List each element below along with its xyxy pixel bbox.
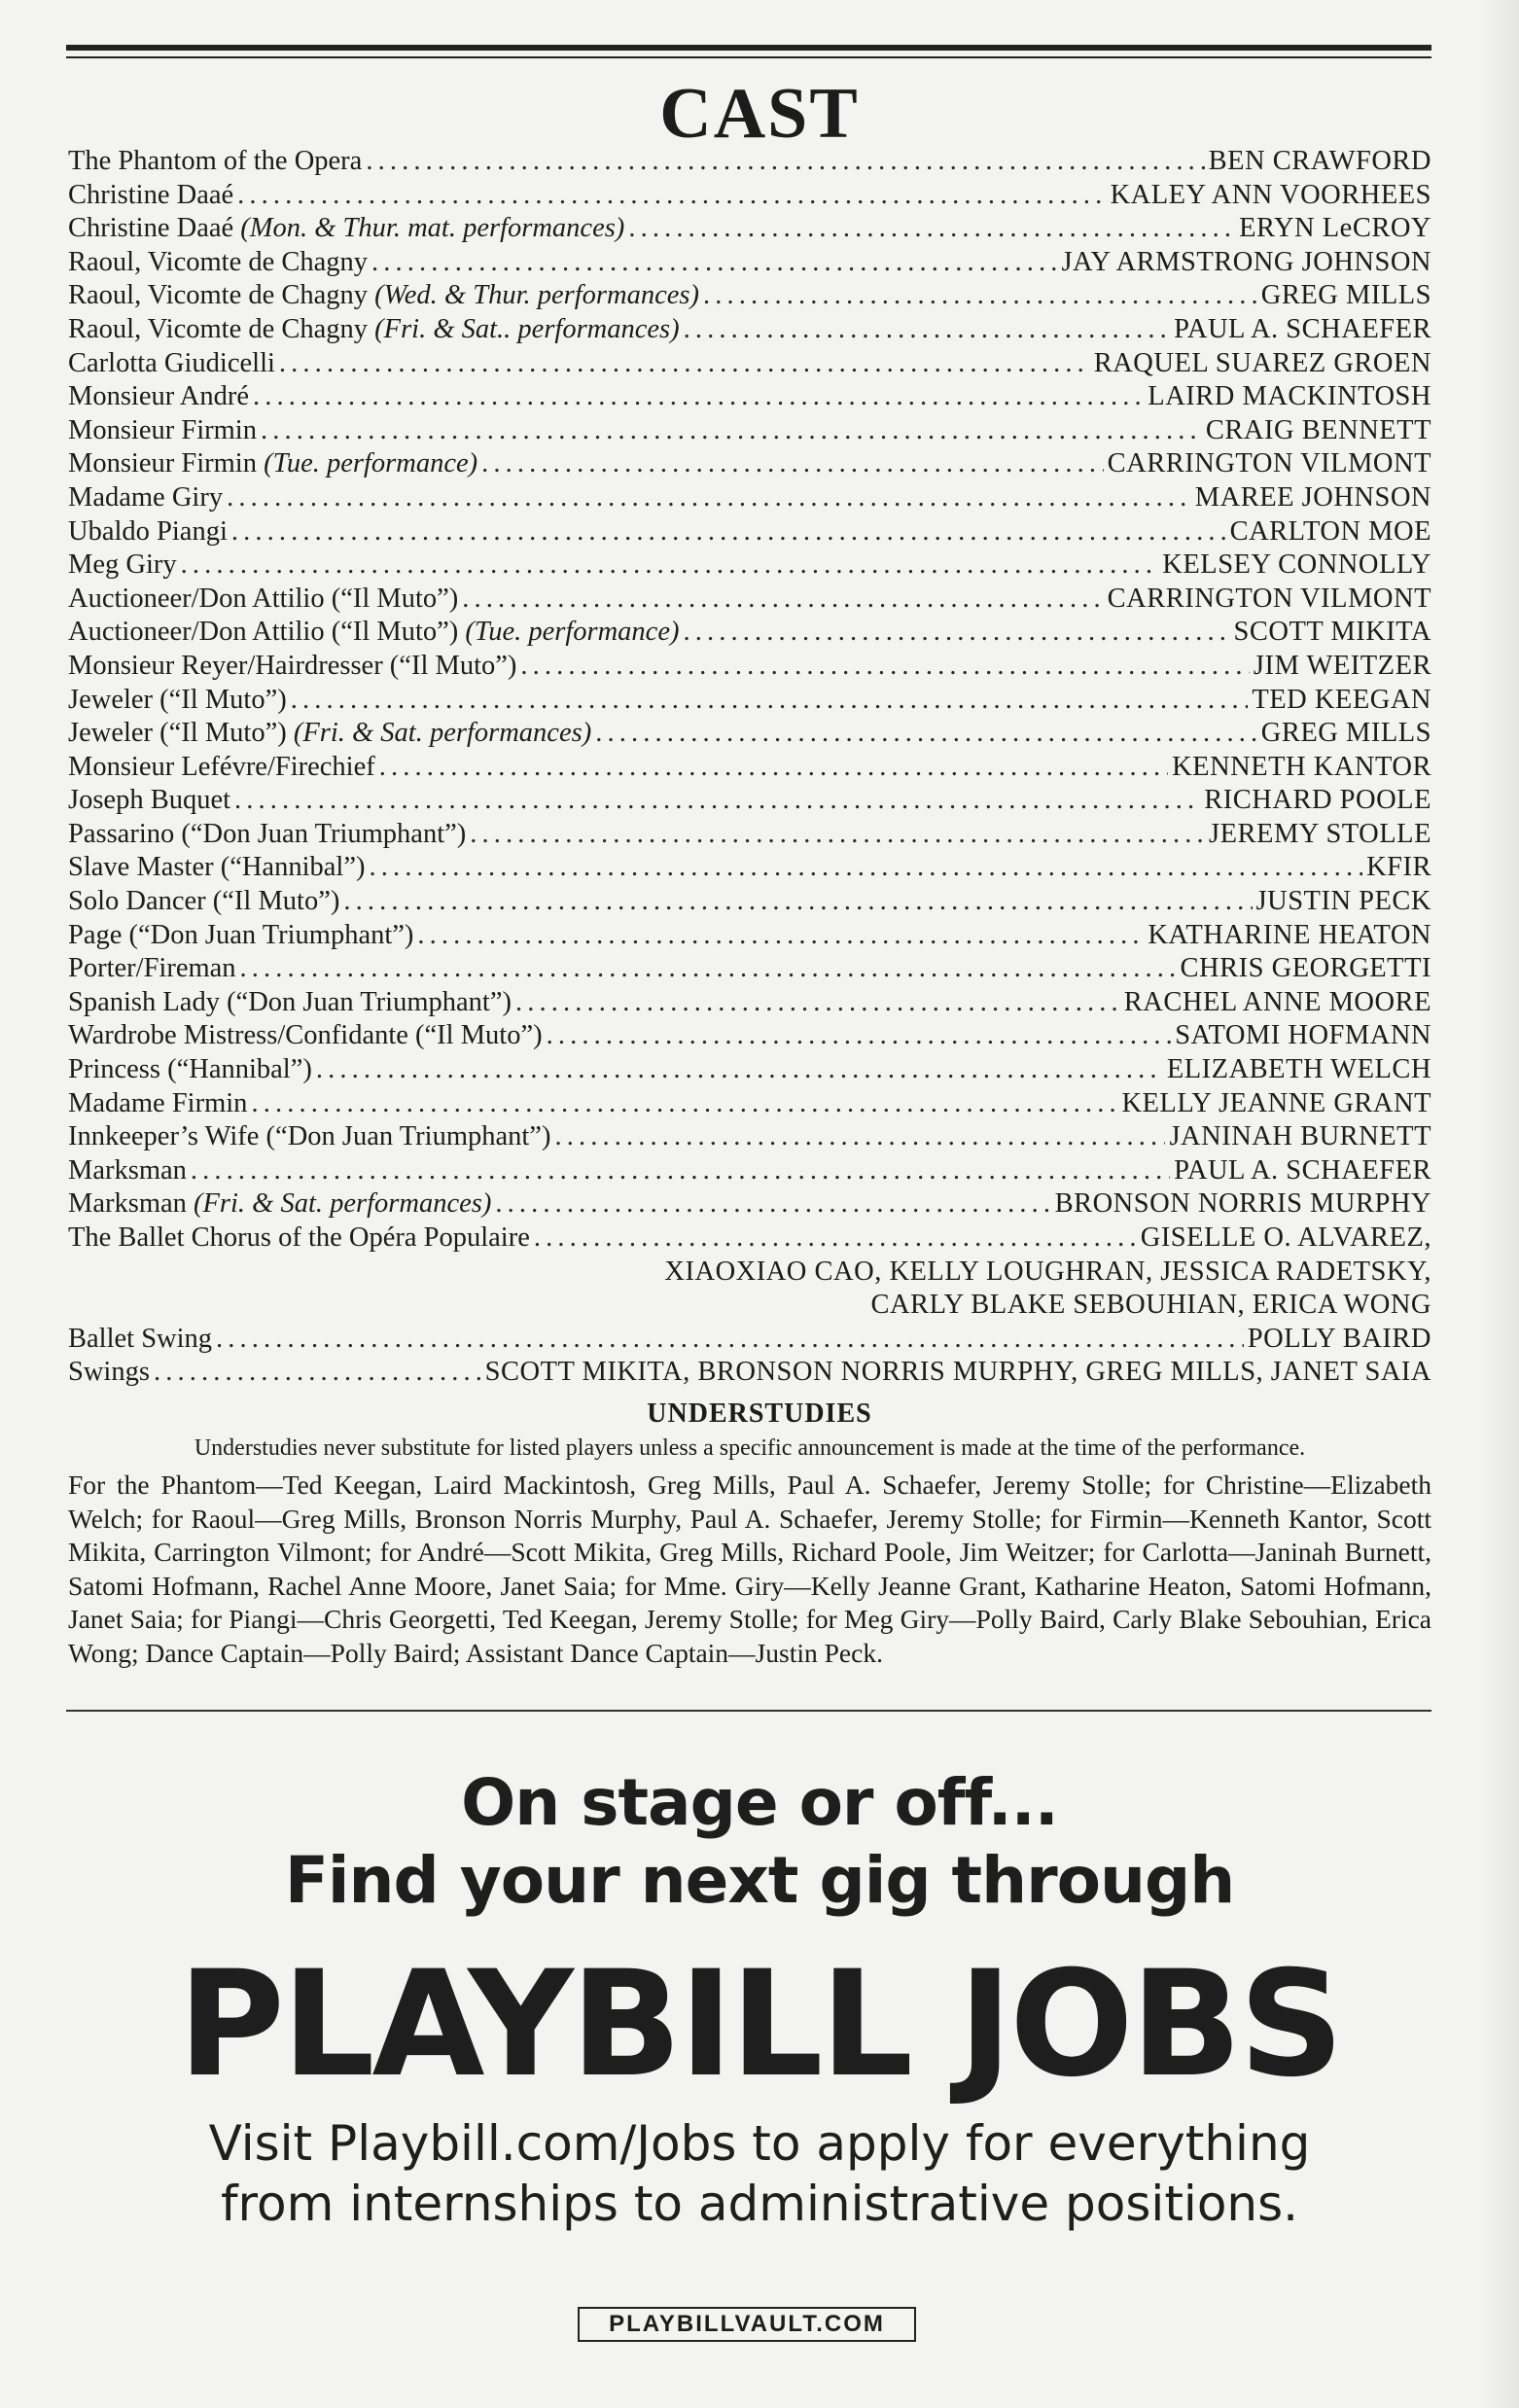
role-title: Marksman [68,1188,187,1220]
actor-name: KFIR [1366,852,1431,883]
role-name [68,381,249,412]
role-name [68,314,680,345]
role-title: Madame Giry [68,481,224,513]
role-title: Raoul, Vicomte de Chagny [68,246,369,277]
role-name [68,651,516,682]
role-name [68,213,624,244]
role-title: Carlotta Giudicelli [68,347,275,378]
actor-name: RAQUEL SUAREZ GROEN [1093,347,1431,378]
actor-name: BRONSON NORRIS MURPHY [1054,1188,1431,1220]
actor-name: JIM WEITZER [1253,650,1431,681]
role-name [68,482,223,513]
role-title: Auctioneer/Don Attilio (“Il Muto”) [68,617,459,648]
role-name [68,1222,530,1254]
cast-row [68,348,1431,382]
actor-name: TED KEEGAN [1252,684,1431,715]
dot-leader [628,213,1235,244]
cast-row [68,213,1431,247]
role-name [68,886,339,917]
cast-row [68,146,1431,180]
actor-name: KENNETH KANTOR [1172,751,1431,782]
role-name [68,448,477,479]
role-name [68,584,458,615]
cast-row [68,785,1431,819]
page-edge-shadow [1480,0,1519,2408]
cast-row [68,685,1431,719]
dot-leader [495,1188,1050,1220]
role-title: Monsieur André [68,381,250,412]
role-title: Joseph Buquet [68,785,231,816]
dot-leader [417,920,1144,951]
cast-row [68,819,1431,853]
actor-name: BEN CRAWFORD [1208,146,1431,176]
role-title: Marksman [68,1154,187,1186]
role-title: Princess (“Hannibal”) [68,1054,312,1085]
cast-row [68,1121,1431,1155]
cast-row [68,752,1431,786]
cast-row [68,852,1431,886]
actor-name: JEREMY STOLLE [1209,818,1431,849]
role-name [68,247,368,278]
role-name [68,1020,543,1051]
actor-name: PAUL A. SCHAEFER [1174,313,1431,344]
cast-row [68,1188,1431,1222]
performance-note: (Fri. & Sat. performances) [194,1188,492,1220]
cast-row [68,516,1431,550]
dot-leader [154,1357,481,1388]
role-name [68,180,233,211]
dot-leader [343,886,1252,917]
actor-name: SATOMI HOFMANN [1175,1020,1431,1051]
role-title: Madame Firmin [68,1087,248,1118]
role-title: Solo Dancer (“Il Muto”) [68,886,340,917]
understudies-title: UNDERSTUDIES [647,1399,872,1429]
understudies-body: For the Phantom—Ted Keegan, Laird Mackintosh, Greg Mills, Paul A. Schaefer, Jeremy Stolle; for Christine—Elizabeth Welch; for Raoul—Greg Mills, Bronson Norris Murphy, Paul A. Schaefer, Jeremy Stolle; for Firmin—Kenneth Kantor, Scott Mikita, Carrington Vilmont; for André—Scott Mikita, Greg Mills, Richard Poole, Jim Weitzer; for Carlotta—Janinah Burnett, Satomi Hofmann, Rachel Anne Moore, Janet Saia; for Mme. Giry—Kelly Jeanne Grant, Katharine Heaton, Satomi Hofmann, Janet Saia; for Piangi—Chris Georgetti, Ted Keegan, Jeremy Stolle; for Meg Giry—Polly Baird, Carly Blake Sebouhian, Erica Wong; Dance Captain—Polly Baird; Assistant Dance Captain—Justin Peck. [68,1470,1431,1668]
cast-row [68,280,1431,314]
dot-leader [481,448,1104,479]
actor-name: JANINAH BURNETT [1169,1121,1431,1152]
role-name [68,1088,247,1119]
role-name: Ballet Swing [68,1323,213,1354]
ad-body-line-1: Visit Playbill.com/Jobs to apply for everything [208,2115,1311,2172]
actor-name: CARRINGTON VILMONT [1107,448,1431,479]
performance-note: (Fri. & Sat.. performances) [374,313,680,344]
ballet-chorus-cont-2: CARLY BLAKE SEBOUHIAN, ERICA WONG [870,1290,1431,1321]
role-name [68,1155,187,1186]
actor-name: ELIZABETH WELCH [1166,1054,1431,1085]
dot-leader [279,348,1090,379]
cast-row [68,314,1431,348]
actor-name: RICHARD POOLE [1204,785,1431,816]
actor-name: CARRINGTON VILMONT [1107,583,1431,614]
footer-site-label: PLAYBILLVAULT.COM [578,2307,916,2342]
cast-row [68,549,1431,584]
cast-row [68,651,1431,685]
actor-name: KELLY JEANNE GRANT [1121,1087,1431,1118]
cast-row [68,1054,1431,1088]
dot-leader [253,381,1144,412]
actor-name: GISELLE O. ALVAREZ, [1140,1222,1431,1253]
role-title: Porter/Fireman [68,953,236,984]
cast-row [68,987,1431,1021]
actor-name: MAREE JOHNSON [1194,481,1431,513]
role-title: Christine Daaé [68,213,234,244]
role-title: Christine Daaé [68,179,234,210]
actor-name: ERYN LeCROY [1239,213,1431,244]
role-title: Raoul, Vicomte de Chagny [68,313,369,344]
actor-name: CHRIS GEORGETTI [1180,953,1431,984]
cast-row [68,617,1431,651]
cast-title: CAST [659,74,860,154]
understudies-note: Understudies never substitute for listed players unless a specific announcement is made at the time of the performance. [194,1435,1306,1461]
role-title: Auctioneer/Don Attilio (“Il Muto”) [68,583,459,614]
ad-tagline: On stage or off... [461,1765,1058,1840]
role-title: Raoul, Vicomte de Chagny [68,280,369,311]
actor-name: CARLTON MOE [1229,515,1431,547]
actor-name: KATHARINE HEATON [1148,919,1431,950]
performance-note: (Tue. performance) [264,448,478,479]
role-title: Ubaldo Piangi [68,515,228,547]
actor-name: KELSEY CONNOLLY [1162,549,1431,581]
dot-leader [261,415,1202,446]
role-name [68,1188,491,1220]
dot-leader [371,247,1057,278]
ad-body-line-2: from internships to administrative positions. [220,2176,1299,2232]
cast-row [68,920,1431,954]
dot-leader [237,180,1106,211]
dot-leader [703,280,1257,311]
actor-name: SCOTT MIKITA, BRONSON NORRIS MURPHY, GREG MILLS, JANET SAIA [484,1357,1431,1388]
dot-leader [227,482,1191,513]
role-title: Slave Master (“Hannibal”) [68,852,366,883]
dot-leader [181,549,1159,581]
cast-row [68,247,1431,281]
role-name [68,953,236,984]
role-name: Swings [68,1357,150,1388]
role-title: Monsieur Firmin [68,414,257,445]
role-name [68,146,362,177]
dot-leader [554,1121,1165,1152]
dot-leader [191,1155,1170,1186]
cast-row [68,718,1431,752]
role-name [68,718,591,749]
actor-name: LAIRD MACKINTOSH [1148,381,1431,412]
role-title: Meg Giry [68,549,177,581]
cast-row [68,180,1431,214]
role-name [68,752,375,783]
top-rule [66,45,1431,58]
dot-leader [316,1054,1163,1085]
actor-name: GREG MILLS [1260,280,1431,311]
cast-row [68,953,1431,987]
actor-name: KALEY ANN VOORHEES [1110,179,1431,210]
section-divider [66,1710,1431,1712]
dot-leader [240,953,1177,984]
cast-row [68,415,1431,449]
actor-name: JUSTIN PECK [1255,886,1431,917]
cast-row [68,1222,1431,1257]
cast-list [68,146,1431,1391]
role-title: Jeweler (“Il Muto”) [68,684,287,715]
dot-leader [369,852,1362,883]
role-name [68,920,413,951]
role-name [68,987,512,1018]
actor-name: SCOTT MIKITA [1233,617,1431,648]
cast-row [68,482,1431,516]
role-name [68,852,365,883]
cast-row [68,1020,1431,1054]
role-title: The Ballet Chorus of the Opéra Populaire [68,1222,530,1253]
dot-leader [462,584,1103,615]
role-name [68,348,275,379]
cast-row [68,886,1431,920]
role-name [68,617,679,648]
role-name [68,1054,312,1085]
dot-leader [379,752,1168,783]
role-title: Page (“Don Juan Triumphant”) [68,919,414,950]
performance-note: (Mon. & Thur. mat. performances) [240,213,625,244]
role-title: Monsieur Firmin [68,448,257,479]
role-name [68,415,257,446]
actor-name: RACHEL ANNE MOORE [1123,986,1431,1017]
cast-row-swings [68,1357,1431,1391]
role-title: Monsieur Reyer/Hairdresser (“Il Muto”) [68,650,517,681]
dot-leader [216,1324,1244,1355]
role-title: The Phantom of the Opera [68,146,363,176]
role-name [68,785,230,816]
dot-leader [470,819,1205,850]
role-title: Monsieur Lefévre/Firechief [68,751,375,782]
dot-leader [366,146,1204,177]
actor-name: PAUL A. SCHAEFER [1174,1154,1431,1186]
role-title: Innkeeper’s Wife (“Don Juan Triumphant”) [68,1121,551,1152]
actor-name: GREG MILLS [1260,718,1431,749]
dot-leader [595,718,1257,749]
dot-leader [534,1222,1137,1254]
cast-row [68,1155,1431,1189]
role-name [68,685,287,716]
dot-leader [683,617,1229,648]
cast-row [68,1088,1431,1122]
role-name [68,549,177,581]
role-name [68,280,699,311]
cast-row [68,448,1431,482]
dot-leader [251,1088,1117,1119]
dot-leader [291,685,1249,716]
performance-note: (Tue. performance) [465,617,680,648]
ad-subtagline: Find your next gig through [284,1843,1235,1918]
cast-row [68,381,1431,415]
actor-name: CRAIG BENNETT [1205,414,1431,445]
ballet-chorus-cont-1: XIAOXIAO CAO, KELLY LOUGHRAN, JESSICA RADETSKY, [664,1256,1431,1287]
dot-leader [234,785,1200,816]
cast-row [68,584,1431,618]
dot-leader [547,1020,1172,1051]
cast-row-ballet-swing [68,1324,1431,1358]
dot-leader [520,651,1250,682]
role-title: Jeweler (“Il Muto”) [68,718,287,749]
role-title: Passarino (“Don Juan Triumphant”) [68,818,467,849]
role-name [68,516,228,548]
role-title: Wardrobe Mistress/Confidante (“Il Muto”) [68,1020,543,1051]
performance-note: (Fri. & Sat. performances) [293,718,592,749]
role-title: Spanish Lady (“Don Juan Triumphant”) [68,986,512,1017]
ad-headline: PLAYBILL JOBS [177,1940,1342,2109]
performance-note: (Wed. & Thur. performances) [374,280,699,311]
dot-leader [231,516,1226,548]
dot-leader [684,314,1171,345]
role-name [68,1121,550,1152]
actor-name: JAY ARMSTRONG JOHNSON [1061,246,1431,277]
actor-name: POLLY BAIRD [1247,1323,1431,1354]
dot-leader [515,987,1120,1018]
role-name [68,819,466,850]
